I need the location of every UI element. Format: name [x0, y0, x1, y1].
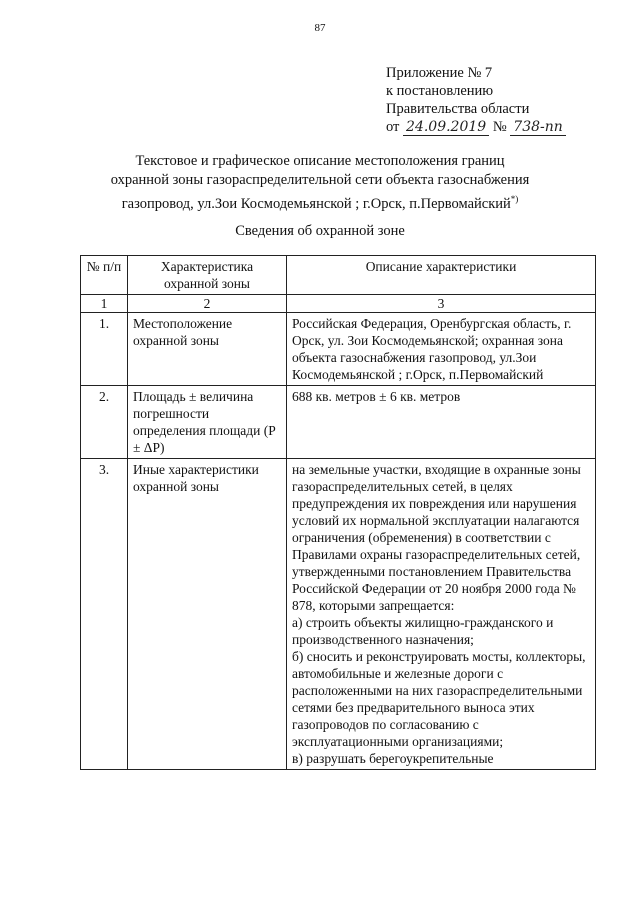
row-characteristic: Иные характеристики охранной зоны — [128, 459, 287, 770]
handwritten-date: 24.09.2019 — [403, 119, 489, 136]
row-description — [287, 459, 596, 770]
number-prefix: № — [492, 119, 507, 135]
handwritten-number: 738-пп — [510, 119, 566, 136]
appendix-line: к постановлению — [386, 83, 494, 99]
restriction-item: а) строить объекты жилищно-гражданского и производственного назначения; — [292, 615, 554, 647]
column-number-row — [81, 295, 596, 313]
column-number: 2 — [128, 295, 287, 313]
date-prefix: от — [386, 119, 400, 135]
heading-line: Текстовое и графическое описание местоположения границ — [135, 153, 505, 169]
appendix-date-line — [386, 118, 566, 136]
column-header-characteristic: Характеристика охранной зоны — [128, 256, 287, 295]
heading-line: охранной зоны газораспределительной сети объекта газоснабжения — [110, 172, 530, 188]
column-header-number: № п/п — [81, 256, 128, 295]
row-description: 688 кв. метров ± 6 кв. метров — [287, 386, 596, 459]
table-header-row — [81, 256, 596, 295]
column-header-description: Описание характеристики — [287, 256, 596, 295]
table-row — [81, 386, 596, 459]
zone-info-table — [80, 255, 596, 770]
appendix-block — [386, 64, 566, 136]
heading-line — [80, 190, 560, 214]
row-characteristic: Площадь ± величина погрешности определения площади (P ± ΔP) — [128, 386, 287, 459]
row-description: Российская Федерация, Оренбургская область, г. Орск, ул. Зои Космодемьянской; охранная зона объекта газоснабжения газопровод, ул.Зои Космодемьянской ; г.Орск, п.Первомайский — [287, 313, 596, 386]
row-number: 3. — [81, 459, 128, 770]
appendix-title: Приложение № 7 — [386, 65, 493, 81]
heading-line-text: газопровод, ул.Зои Космодемьянской ; г.Орск, п.Первомайский — [121, 195, 511, 212]
table-row — [81, 459, 596, 770]
column-number: 3 — [287, 295, 596, 313]
description-paragraph: на земельные участки, входящие в охранные зоны газораспределительных сетей, в целях предупреждения их повреждения или нарушения условий их нормальной эксплуатации налагаются ограничения (обременения) в соответствии с Правилами охраны газораспределительных сетей, утвержденными постановлением Правительства Российской Федерации от 20 ноября 2000 года № 878, которыми запрещается: — [292, 462, 581, 613]
row-number: 2. — [81, 386, 128, 459]
document-heading — [80, 152, 560, 214]
restriction-item: в) разрушать берегоукрепительные — [292, 751, 494, 766]
table-row — [81, 313, 596, 386]
appendix-line: Правительства области — [386, 101, 530, 117]
row-characteristic: Местоположение охранной зоны — [128, 313, 287, 386]
restriction-item: б) сносить и реконструировать мосты, коллекторы, автомобильные и железные дороги с расположенными на них газораспределительными сетями без предварительного выноса этих газопроводов по согласованию с эксплуатационными организациями; — [292, 649, 586, 749]
column-number: 1 — [81, 295, 128, 313]
section-subheading: Сведения об охранной зоне — [235, 223, 405, 239]
footnote-mark: *) — [510, 194, 519, 204]
page-number: 87 — [314, 22, 326, 34]
row-number: 1. — [81, 313, 128, 386]
